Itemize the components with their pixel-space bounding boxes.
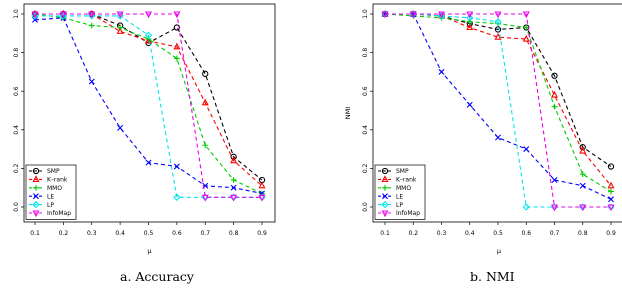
- x-tick-label: 0.2: [58, 230, 69, 237]
- data-point: [524, 147, 529, 152]
- x-tick-label: 0.8: [228, 230, 239, 237]
- y-tick-label: 0.2: [362, 163, 369, 174]
- legend-label: SMP: [47, 168, 60, 176]
- y-tick-label: 0.0: [13, 202, 20, 212]
- figure-caption: a. Accuracy: [120, 269, 194, 284]
- x-tick-label: 0.8: [577, 230, 588, 237]
- data-point: [552, 92, 557, 97]
- x-tick-label: 0.7: [549, 230, 560, 237]
- data-point: [467, 102, 472, 107]
- y-tick-label: 0.4: [13, 125, 20, 135]
- data-point: [608, 189, 614, 195]
- data-point: [231, 177, 237, 183]
- legend-label: InfoMap: [47, 210, 72, 218]
- x-tick-label: 0.9: [606, 230, 616, 237]
- x-axis-title: μ: [147, 247, 152, 255]
- legend-label: LE: [47, 193, 55, 201]
- data-point: [89, 79, 94, 84]
- legend-label: LP: [47, 201, 54, 209]
- legend: [26, 165, 76, 219]
- data-point: [580, 183, 585, 188]
- x-tick-label: 0.4: [464, 230, 475, 237]
- figure-caption: b. NMI: [470, 269, 515, 284]
- legend-label: SMP: [396, 168, 409, 176]
- x-tick-label: 0.9: [257, 230, 267, 237]
- data-point: [203, 195, 208, 200]
- legend-label: K–rank: [47, 176, 68, 184]
- y-tick-label: 0.8: [362, 47, 369, 58]
- x-tick-label: 0.4: [115, 230, 125, 237]
- chart-panel-1: [13, 4, 275, 284]
- x-tick-label: 0.3: [436, 230, 447, 237]
- data-point: [231, 195, 236, 200]
- data-point: [203, 71, 208, 76]
- legend-label: MMO: [396, 185, 412, 192]
- x-tick-label: 0.2: [408, 230, 419, 237]
- y-tick-label: 0.0: [362, 202, 369, 212]
- x-tick-label: 0.6: [172, 230, 182, 237]
- legend-label: K–rank: [396, 176, 417, 184]
- y-tick-label: 0.6: [362, 86, 369, 96]
- data-point: [89, 23, 95, 29]
- x-tick-label: 0.1: [30, 230, 40, 237]
- series-k-rank: [382, 11, 613, 188]
- data-point: [552, 104, 558, 110]
- legend-label: InfoMap: [396, 210, 421, 218]
- y-tick-label: 0.4: [362, 125, 369, 135]
- x-tick-label: 0.5: [143, 230, 154, 237]
- legend: [375, 165, 425, 219]
- y-tick-label: 0.8: [13, 47, 20, 58]
- x-tick-label: 0.1: [380, 230, 390, 237]
- legend-label: LP: [396, 201, 403, 209]
- data-point: [439, 69, 444, 74]
- chart-panel-2: [344, 4, 622, 284]
- legend-label: LE: [396, 193, 404, 201]
- x-tick-label: 0.7: [200, 230, 211, 237]
- y-tick-label: 0.6: [13, 86, 20, 96]
- y-axis-title: NMI: [344, 106, 352, 120]
- y-tick-label: 1.0: [13, 9, 20, 19]
- series-line: [385, 14, 611, 166]
- data-point: [608, 197, 613, 202]
- x-tick-label: 0.5: [493, 230, 503, 237]
- x-axis-title: μ: [496, 247, 502, 255]
- data-point: [118, 125, 123, 130]
- x-tick-label: 0.3: [86, 230, 97, 237]
- data-point: [495, 135, 500, 140]
- legend-label: MMO: [47, 185, 63, 192]
- data-point: [580, 171, 586, 177]
- y-tick-label: 0.2: [13, 163, 20, 174]
- data-point: [524, 36, 529, 41]
- y-tick-label: 1.0: [362, 9, 369, 19]
- x-tick-label: 0.6: [521, 230, 532, 237]
